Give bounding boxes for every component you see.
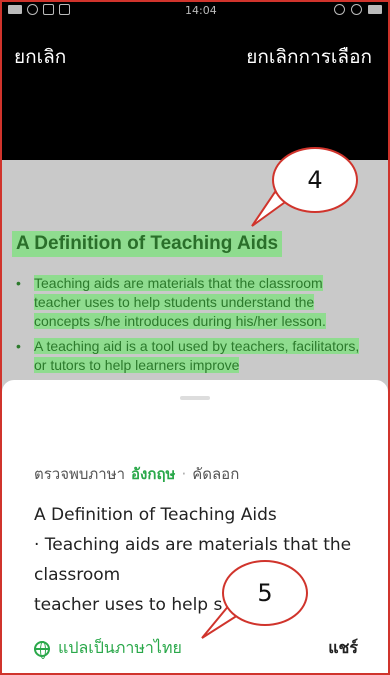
globe-icon: [34, 641, 50, 657]
language-detection-row: [34, 462, 239, 486]
eye-icon: [351, 4, 362, 15]
list-item[interactable]: [12, 337, 368, 375]
callout-4-number: 4: [307, 166, 323, 194]
selection-header: [0, 22, 390, 160]
document-bullets: [12, 274, 368, 381]
translate-button[interactable]: [34, 636, 182, 661]
status-right-icons: [334, 4, 382, 15]
detected-prefix: ตรวจพบภาษา: [34, 465, 126, 483]
document-heading[interactable]: A Definition of Teaching Aids: [12, 231, 282, 257]
text-line: teacher uses to help s: [34, 595, 223, 615]
sheet-drag-handle[interactable]: [180, 396, 210, 400]
cancel-selection-button[interactable]: ยกเลิกการเลือก: [246, 46, 372, 68]
bullet-dot: •: [16, 275, 21, 291]
wifi-icon: [27, 4, 38, 15]
callout-5-number: 5: [257, 579, 273, 607]
callout-5: [222, 560, 308, 626]
share-button[interactable]: แชร์: [328, 638, 358, 657]
alarm-icon: [334, 4, 345, 15]
list-item[interactable]: [12, 274, 368, 331]
bottom-sheet: [2, 380, 388, 673]
bullet-text: A teaching aid is a tool used by teachers, facilitators, or tutors to help learners improve: [34, 338, 360, 373]
detected-language: อังกฤษ: [131, 465, 176, 483]
translate-label: แปลเป็นภาษาไทย: [58, 638, 182, 657]
cancel-button[interactable]: ยกเลิก: [14, 46, 67, 68]
status-bar: [0, 0, 390, 22]
bullet-dot: •: [16, 338, 21, 354]
text-line: · Teaching aids are materials that the: [34, 535, 352, 555]
separator-dot: ·: [181, 465, 187, 483]
status-left-icons: [8, 4, 70, 15]
battery-icon: [368, 5, 382, 14]
recognized-text[interactable]: [34, 500, 364, 620]
text-line: A Definition of Teaching Aids: [34, 505, 277, 525]
callout-4: [272, 147, 358, 213]
signal-icon: [8, 5, 22, 14]
text-line: classroom: [34, 565, 121, 585]
bullet-text: Teaching aids are materials that the classroom teacher uses to help students understand the concepts s/he introduces during his/her lesson.: [34, 275, 326, 329]
mail-icon: [43, 4, 54, 15]
status-time: 14:04: [185, 4, 217, 17]
download-icon: [59, 4, 70, 15]
copy-button[interactable]: คัดลอก: [192, 465, 240, 483]
